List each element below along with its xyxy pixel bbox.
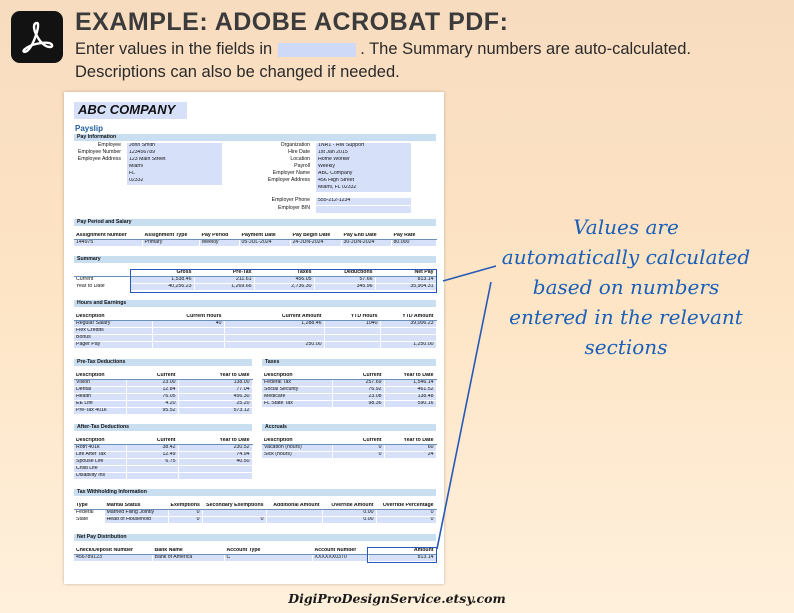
withholding-cell[interactable]: 0 <box>376 516 436 523</box>
col-current: Current <box>332 373 384 379</box>
instruction-line-2: Descriptions can also be changed if needed. <box>75 63 400 81</box>
earnings-cell[interactable]: Flex Credits <box>74 327 152 334</box>
pay-period-cell[interactable]: Weekly <box>199 239 239 246</box>
row-label: Federal <box>74 509 104 516</box>
earnings-cell[interactable]: 40 <box>152 320 224 327</box>
pretax-cell[interactable]: 95.52 <box>126 407 178 414</box>
employer-city-field[interactable]: Miami, FL 02332 <box>316 185 411 192</box>
taxes-header: Taxes <box>262 359 436 366</box>
summary-cell: 1,269.66 <box>194 283 254 290</box>
pay-period-header: Pay Period and Salary <box>74 219 436 226</box>
col-account-number: Account Number <box>312 548 368 554</box>
pretax-cell[interactable]: 23.00 <box>126 379 178 386</box>
netpay-cell[interactable]: XXXXXX0370 <box>312 554 368 561</box>
hours-header: Hours and Earnings <box>74 300 436 307</box>
employee-city-field[interactable]: Miami <box>127 164 222 171</box>
aftertax-cell[interactable]: 74.94 <box>178 451 252 458</box>
label-employer-address: Employer Address <box>267 177 310 183</box>
col-current: Current <box>126 438 178 444</box>
tax-cell[interactable]: 1,546.14 <box>384 379 436 386</box>
col-pay-begin-date: Pay Begin Date <box>290 233 341 239</box>
pretax-cell[interactable]: 4.20 <box>126 400 178 407</box>
pretax-cell[interactable]: 25.20 <box>178 400 252 407</box>
tax-cell[interactable]: Medicare <box>262 393 332 400</box>
employee-number-field[interactable]: 123456789 <box>127 150 222 157</box>
col-override-amount: Override Amount <box>322 503 376 509</box>
summary-cell: 345.96 <box>314 283 375 290</box>
accrual-cell[interactable]: Vacation (hours) <box>262 444 332 451</box>
tax-cell[interactable]: 138.48 <box>384 393 436 400</box>
withholding-header: Tax Withholding Information <box>74 489 436 496</box>
label-employee: Employee <box>97 142 121 148</box>
pretax-cell[interactable]: EE Life <box>74 400 126 407</box>
col-description: Description <box>262 373 332 379</box>
pretax-cell[interactable]: Vision <box>74 379 126 386</box>
tax-cell[interactable]: 76.92 <box>332 386 384 393</box>
callout-line: automatically calculated <box>501 245 751 269</box>
col-current-amount: Current Amount <box>224 314 324 320</box>
col-type: Type <box>74 503 104 509</box>
col-pay-end-date: Pay End Date <box>341 233 391 239</box>
assignment-type-cell[interactable]: Primary <box>142 239 199 246</box>
col-bank-name: Bank Name <box>152 548 224 554</box>
aftertax-cell[interactable]: 12.49 <box>126 451 178 458</box>
label-employee-address: Employee Address <box>77 156 121 162</box>
col-description: Description <box>74 373 126 379</box>
col-account-type: Account Type <box>224 548 312 554</box>
earnings-cell[interactable]: Regular Salary <box>74 320 152 327</box>
accrual-cell[interactable]: 0 <box>332 444 384 451</box>
aftertax-cell[interactable]: Roth 401k <box>74 444 126 451</box>
aftertax-cell[interactable]: Life After Tax <box>74 451 126 458</box>
accrual-cell[interactable]: Sick (hours) <box>262 451 332 458</box>
employee-name-field[interactable]: John Smith <box>127 143 222 150</box>
label-hire-date: Hire Date <box>288 149 310 155</box>
aftertax-header: After-Tax Deductions <box>74 424 252 431</box>
withholding-cell[interactable]: 0 <box>202 516 266 523</box>
aftertax-cell[interactable]: 230.52 <box>178 444 252 451</box>
summary-cell: 40,256.23 <box>130 283 194 290</box>
col-assignment-type: Assignment Type <box>142 233 199 239</box>
col-description: Description <box>74 438 126 444</box>
summary-cell: 456.05 <box>254 276 314 283</box>
accrual-cell[interactable]: 60 <box>384 444 436 451</box>
withholding-cell[interactable]: 0 <box>376 509 436 516</box>
location-field[interactable]: Home Worker <box>316 157 411 164</box>
instruction-text-a: Enter values in the fields in <box>75 40 273 58</box>
tax-cell[interactable]: Social Security <box>262 386 332 393</box>
earnings-cell[interactable]: 1040 <box>324 320 380 327</box>
pay-end-date-cell[interactable]: 30-JUN-2024 <box>341 239 391 246</box>
hire-date-field[interactable]: 1st Jan 2015 <box>316 150 411 157</box>
row-label: Current <box>74 276 130 283</box>
company-name-field[interactable]: ABC COMPANY <box>74 102 187 119</box>
tax-cell[interactable]: 461.52 <box>384 386 436 393</box>
withholding-cell[interactable]: 0 <box>168 516 202 523</box>
callout-line: entered in the relevant <box>509 305 743 329</box>
netpay-cell[interactable]: C <box>224 554 312 561</box>
summary-col-taxes: Taxes <box>254 270 314 276</box>
instruction-text-b: . The Summary numbers are auto-calculated. <box>360 40 691 58</box>
withholding-cell[interactable]: 0.00 <box>322 516 376 523</box>
tax-cell[interactable]: 98.36 <box>332 400 384 407</box>
employee-zip-field[interactable]: 02332 <box>127 178 222 185</box>
tax-cell[interactable]: 590.16 <box>384 400 436 407</box>
summary-col-deductions: Deductions <box>314 270 375 276</box>
tax-cell[interactable]: 257.69 <box>332 379 384 386</box>
tax-cell[interactable]: 23.08 <box>332 393 384 400</box>
withholding-cell[interactable]: Head of Household <box>104 516 168 523</box>
aftertax-cell[interactable]: Child Life <box>74 465 126 472</box>
aftertax-cell[interactable]: 38.42 <box>126 444 178 451</box>
summary-col-pretax: Pre-Tax <box>194 270 254 276</box>
organization-field[interactable]: 1NR1 - HW Support <box>316 143 411 150</box>
pretax-cell[interactable]: 76.05 <box>126 393 178 400</box>
col-current: Current <box>332 438 384 444</box>
pretax-cell[interactable]: Dental <box>74 386 126 393</box>
employer-name-field[interactable]: ABC Company <box>316 171 411 178</box>
col-payment-date: Payment Date <box>239 233 290 239</box>
col-current-hours: Current Hours <box>152 314 224 320</box>
accruals-header: Accruals <box>262 424 436 431</box>
callout-line: Values are <box>573 215 679 239</box>
aftertax-cell[interactable]: Spouse Life <box>74 458 126 465</box>
pretax-cell[interactable]: 12.84 <box>126 386 178 393</box>
pay-begin-date-cell[interactable]: 24-JUN-2024 <box>290 239 341 246</box>
payslip-heading: Payslip <box>75 124 104 133</box>
label-payroll: Payroll <box>294 163 310 169</box>
employer-address-field[interactable]: 456 High Street <box>316 178 411 185</box>
pretax-cell[interactable]: Pre-Tax 401k <box>74 407 126 414</box>
pretax-cell[interactable]: 77.04 <box>178 386 252 393</box>
col-assignment-number: Assignment Number <box>74 233 142 239</box>
summary-col-gross: Gross <box>130 270 194 276</box>
netpay-header: Net Pay Distribution <box>74 534 436 541</box>
row-label: Year to Date <box>74 283 130 290</box>
earnings-cell[interactable]: Pager Pay <box>74 341 152 348</box>
earnings-cell[interactable]: Bonus <box>74 334 152 341</box>
netpay-amount-cell: 813.14 <box>368 554 436 561</box>
pretax-cell[interactable]: 456.30 <box>178 393 252 400</box>
label-location: Location <box>290 156 310 162</box>
netpay-cell[interactable]: Bank of America <box>152 554 224 561</box>
page-title: EXAMPLE: ADOBE ACROBAT PDF: <box>75 8 509 36</box>
pretax-header: Pre-Tax Deductions <box>74 359 252 366</box>
pretax-cell[interactable]: 138.00 <box>178 379 252 386</box>
earnings-cell[interactable]: 250.00 <box>224 341 324 348</box>
pretax-cell[interactable]: Health <box>74 393 126 400</box>
col-marital-status: Marital Status <box>104 503 168 509</box>
earnings-cell[interactable]: 1,250.00 <box>380 341 436 348</box>
label-organization: Organization <box>280 142 310 148</box>
summary-cell: 2,736.30 <box>254 283 314 290</box>
assignment-number-cell[interactable]: 144975 <box>74 239 142 246</box>
col-ytd-amount: YTD Amount <box>380 314 436 320</box>
col-description: Description <box>74 314 152 320</box>
col-pay-period: Pay Period <box>199 233 239 239</box>
tax-cell[interactable]: Federal Tax <box>262 379 332 386</box>
callout-text <box>481 212 771 362</box>
summary-cell: 35,904.31 <box>375 283 436 290</box>
tax-cell[interactable]: FL State Tax <box>262 400 332 407</box>
summary-col-netpay: Net Pay <box>375 270 436 276</box>
netpay-cell[interactable]: 456789123 <box>74 554 152 561</box>
payment-date-cell[interactable]: 05-JUL-2024 <box>239 239 290 246</box>
aftertax-cell[interactable]: 6.75 <box>126 458 178 465</box>
label-employee-number: Employee Number <box>78 149 121 155</box>
summary-cell: 57.66 <box>314 276 375 283</box>
footer-url[interactable]: DigiProDesignService.etsy.com <box>288 591 506 606</box>
col-description: Description <box>262 438 332 444</box>
aftertax-cell[interactable]: Disability Ins <box>74 472 126 479</box>
summary-header: Summary <box>74 256 436 263</box>
callout-line: sections <box>584 335 668 359</box>
col-additional-amount: Additional Amount <box>266 503 322 509</box>
callout-line: based on numbers <box>532 275 720 299</box>
col-exemptions: Exemptions <box>168 503 202 509</box>
employee-address-field[interactable]: 123 Main Street <box>127 157 222 164</box>
col-secondary-exemptions: Secondary Exemptions <box>202 503 266 509</box>
accrual-cell[interactable]: 0 <box>332 451 384 458</box>
pretax-cell[interactable]: 573.12 <box>178 407 252 414</box>
col-ytd-hours: YTD Hours <box>324 314 380 320</box>
summary-cell: 813.14 <box>375 276 436 283</box>
employer-phone-field[interactable]: 555-212-1234 <box>316 198 411 205</box>
aftertax-cell[interactable]: 40.50 <box>178 458 252 465</box>
label-employer-phone: Employer Phone <box>271 197 310 203</box>
label-employer-bin: Employer BIN <box>278 205 310 211</box>
col-check-number: Check/Deposit Number <box>74 548 152 554</box>
earnings-cell[interactable]: 39,006.23 <box>380 320 436 327</box>
summary-cell: 1,538.46 <box>130 276 194 283</box>
withholding-cell[interactable]: 0 <box>168 509 202 516</box>
pay-rate-cell[interactable]: 80.000 <box>391 239 436 246</box>
col-pay-rate: Pay Rate <box>391 233 436 239</box>
col-ytd: Year to Date <box>384 373 436 379</box>
payroll-field[interactable]: Weekly <box>316 164 411 171</box>
row-label: State <box>74 516 104 523</box>
withholding-cell[interactable]: Married Filing Jointly <box>104 509 168 516</box>
col-ytd: Year to Date <box>178 438 252 444</box>
employee-state-field[interactable]: FL <box>127 171 222 178</box>
col-ytd: Year to Date <box>178 373 252 379</box>
earnings-cell[interactable]: 1,288.46 <box>224 320 324 327</box>
col-current: Current <box>126 373 178 379</box>
label-employer-name: Employer Name <box>272 170 310 176</box>
col-amount: Amount <box>368 548 436 554</box>
pay-info-header: Pay Information <box>74 134 436 141</box>
col-ytd: Year to Date <box>384 438 436 444</box>
col-override-percentage: Override Percentage <box>376 503 436 509</box>
accrual-cell[interactable]: 24 <box>384 451 436 458</box>
withholding-cell[interactable]: 0.00 <box>322 509 376 516</box>
summary-cell: 211.61 <box>194 276 254 283</box>
